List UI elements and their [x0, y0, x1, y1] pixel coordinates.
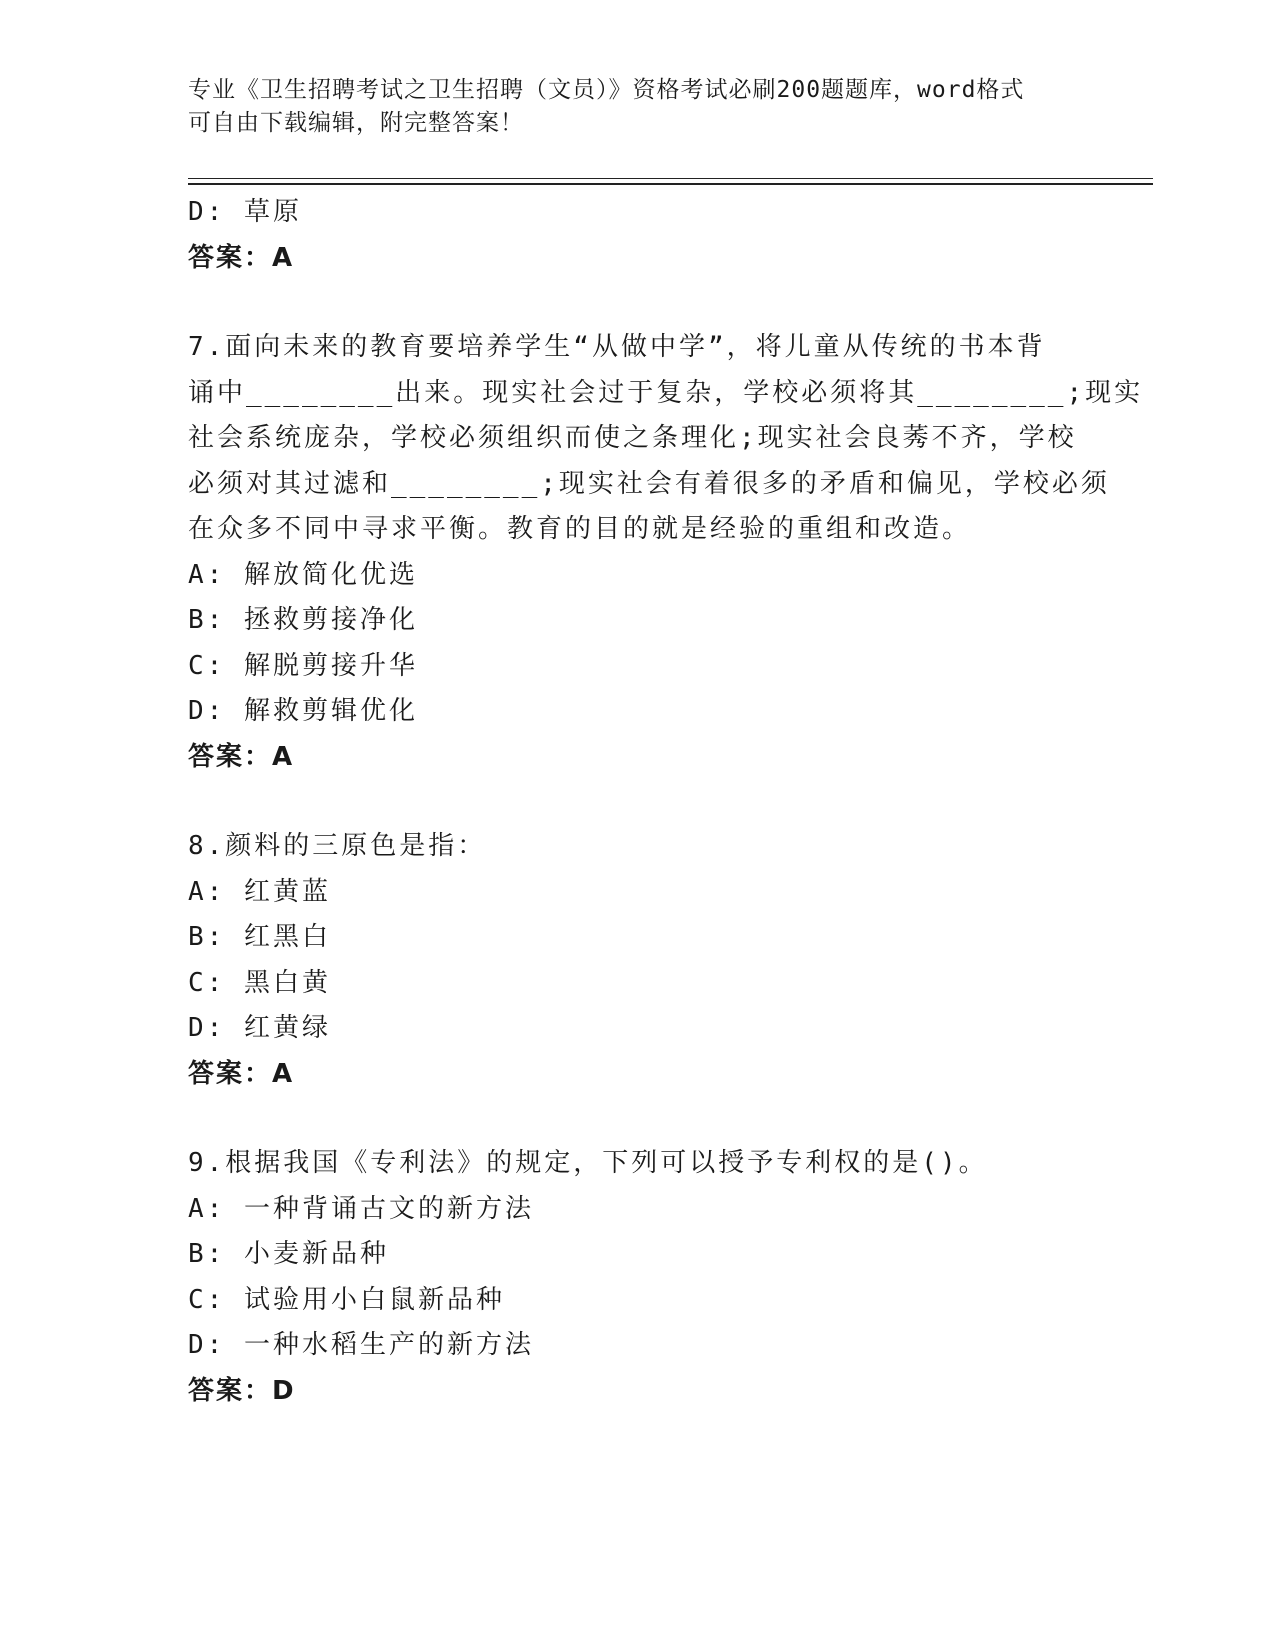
option-a: A: 解放简化优选: [188, 559, 418, 590]
question-stem-line: 社会系统庞杂，学校必须组织而使之条理化;现实社会良莠不齐，学校: [188, 423, 1077, 453]
header-divider-thin: [188, 178, 1153, 179]
document-body: [188, 190, 1144, 1414]
option-a: A: 红黄蓝: [188, 876, 331, 907]
option-b: B: 小麦新品种: [188, 1239, 389, 1269]
answer-line: 答案：A: [188, 741, 295, 772]
option-d: D: 红黄绿: [188, 1013, 331, 1043]
header-line-1: 专业《卫生招聘考试之卫生招聘（文员）》资格考试必刷200题题库，word格式: [188, 77, 1025, 103]
option-a: A: 一种背诵古文的新方法: [188, 1193, 534, 1224]
option-d: D: 一种水稻生产的新方法: [188, 1330, 534, 1360]
spacer: [188, 281, 1088, 325]
question-9: [188, 1141, 1088, 1414]
question-stem: 9.根据我国《专利法》的规定，下列可以授予专利权的是()。: [188, 1148, 988, 1178]
question-7: [188, 325, 1144, 780]
answer-line: 答案：A: [188, 1058, 295, 1089]
header-line-2: 可自由下载编辑，附完整答案！: [188, 110, 524, 136]
question-8: [188, 824, 1088, 1097]
answer-line: 答案：A: [188, 242, 295, 273]
document-header: [188, 74, 1068, 140]
question-stem-line: 在众多不同中寻求平衡。教育的目的就是经验的重组和改造。: [188, 514, 972, 544]
question-stem-line: 必须对其过滤和________;现实社会有着很多的矛盾和偏见，学校必须: [188, 468, 1110, 499]
option-b: B: 拯救剪接净化: [188, 605, 418, 635]
answer-line: 答案：D: [188, 1375, 296, 1406]
spacer: [188, 780, 1088, 824]
option-d: D: 草原: [188, 197, 302, 227]
option-b: B: 红黑白: [188, 922, 331, 952]
option-c: C: 试验用小白鼠新品种: [188, 1284, 505, 1315]
question-stem: 8.颜料的三原色是指：: [188, 831, 487, 861]
header-divider-thick: [188, 183, 1153, 185]
question-stem-line: 诵中________出来。现实社会过于复杂，学校必须将其________;现实: [188, 377, 1144, 408]
previous-question-tail: [188, 190, 1088, 281]
spacer: [188, 1097, 1088, 1141]
option-c: C: 解脱剪接升华: [188, 650, 418, 681]
option-c: C: 黑白黄: [188, 967, 331, 998]
question-stem-line: 7.面向未来的教育要培养学生“从做中学”，将儿童从传统的书本背: [188, 332, 1046, 362]
option-d: D: 解救剪辑优化: [188, 696, 418, 726]
